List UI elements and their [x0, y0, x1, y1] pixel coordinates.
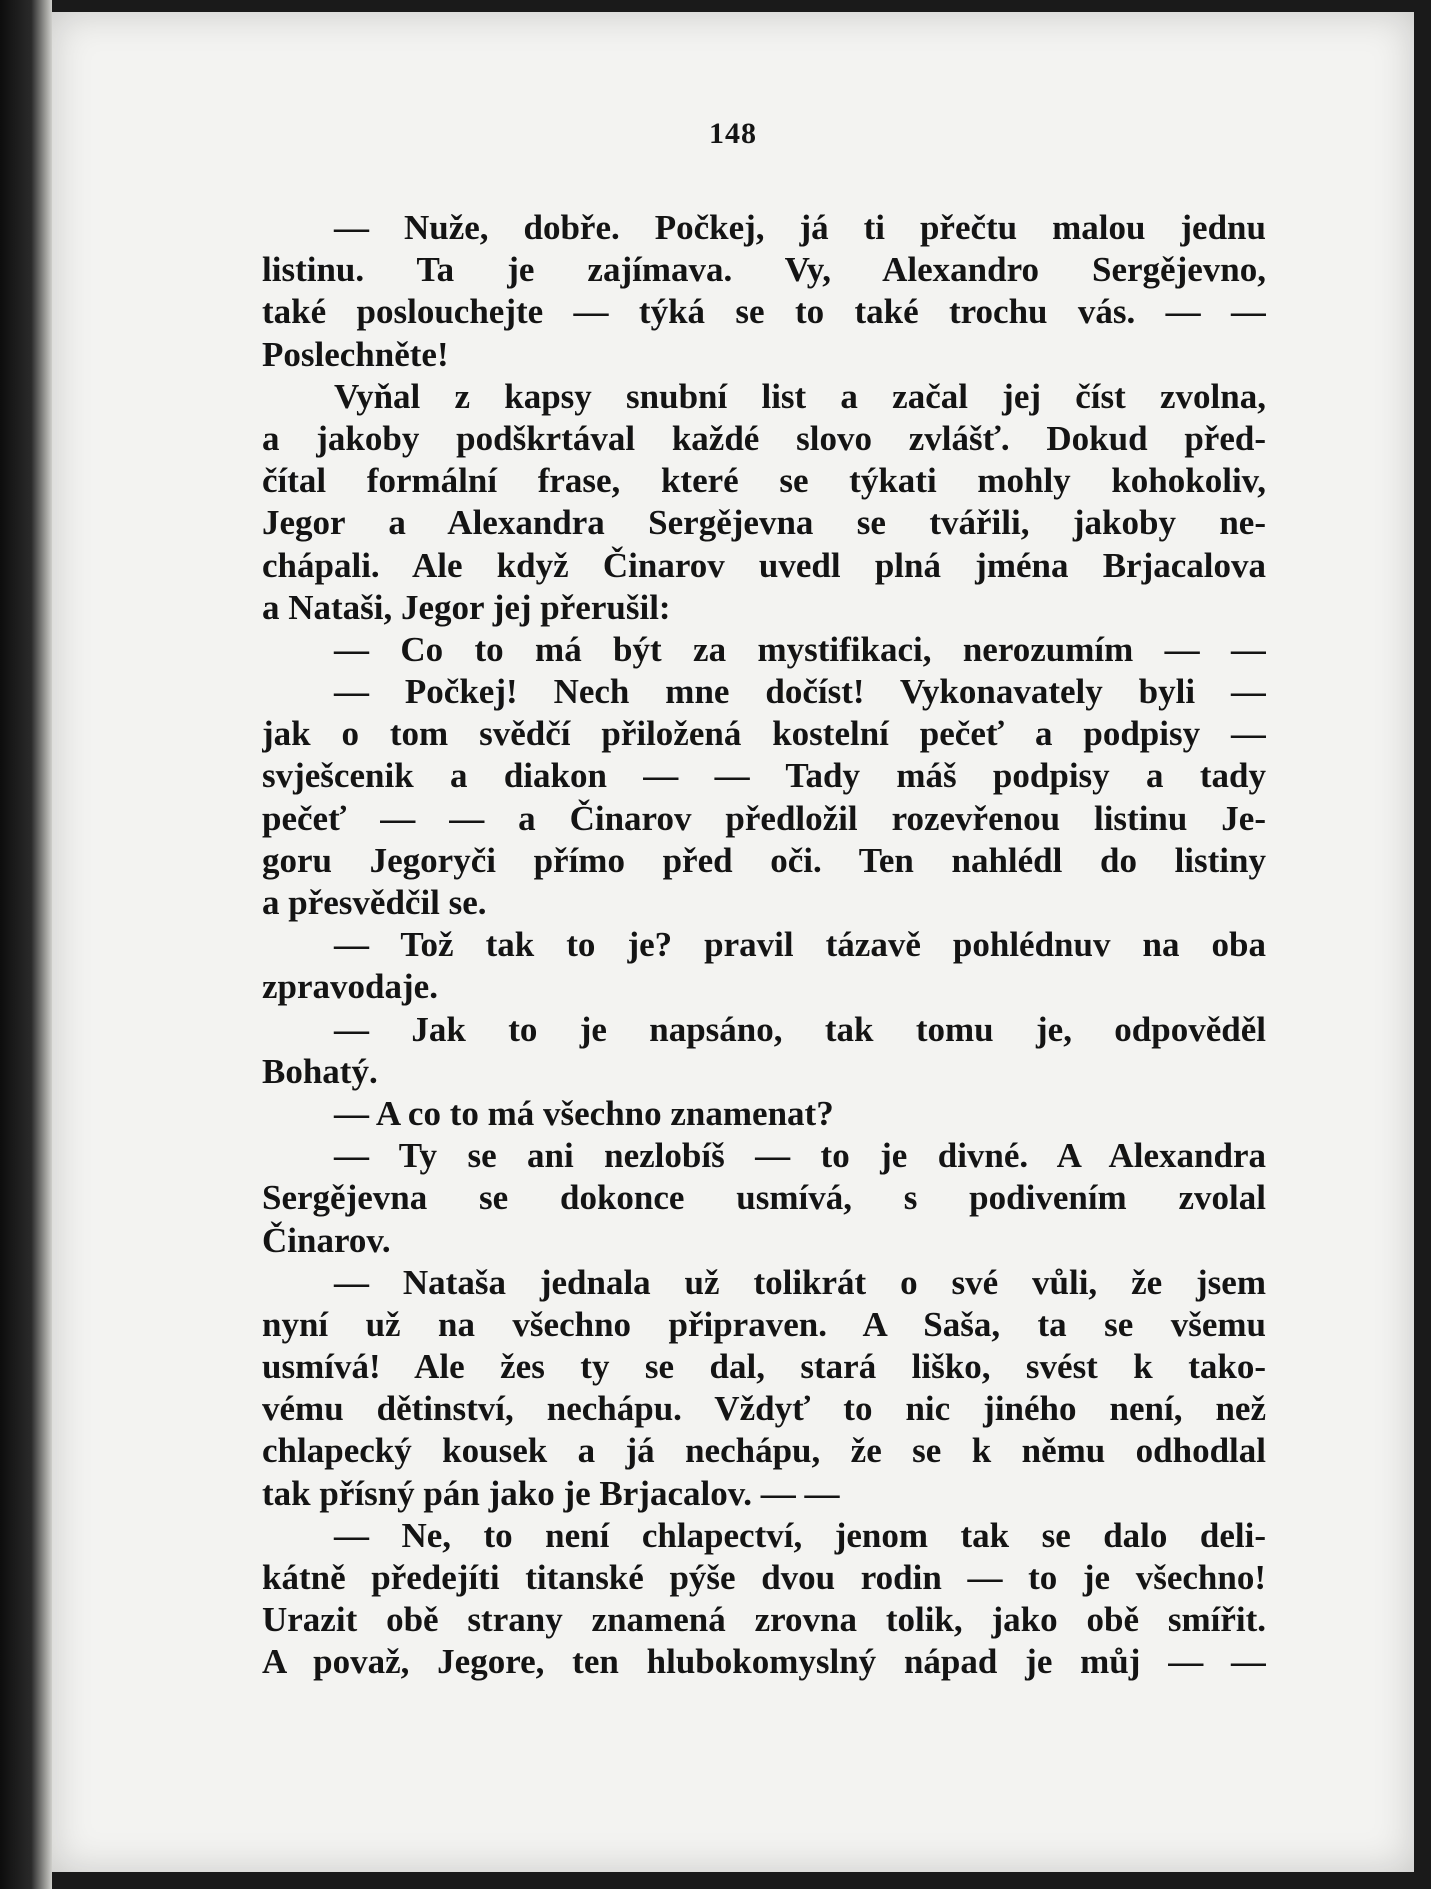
- text-line: — Jak to je napsáno, tak tomu je, odpověděl: [334, 1009, 1266, 1049]
- text-line: kátně předejíti titanské pýše dvou rodin — to je všechno!: [262, 1558, 1266, 1597]
- text-line: — Ty se ani nezlobíš — to je divné. A Alexandra: [334, 1136, 1266, 1176]
- text-line: také poslouchejte — týká se to také trochu vás. — —: [262, 292, 1266, 332]
- text-line: — Nataša jednala už tolikrát o své vůli, že jsem: [334, 1262, 1266, 1302]
- text-line: Poslechněte!: [262, 334, 449, 374]
- body-text: [262, 207, 1266, 1684]
- text-line: chápali. Ale když Činarov uvedl plná jména Brjacalova: [262, 545, 1266, 585]
- text-line: zpravodaje.: [262, 967, 438, 1007]
- text-line: a přesvědčil se.: [262, 883, 487, 922]
- text-line: — Počkej! Nech mne dočíst! Vykonavately byli —: [334, 672, 1266, 712]
- text-line: jak o tom svědčí přiložená kostelní pečeť a podpisy —: [262, 714, 1266, 754]
- text-line: nyní už na všechno připraven. A Saša, ta se všemu: [262, 1304, 1266, 1344]
- text-line: svješcenik a diakon — — Tady máš podpisy a tady: [262, 756, 1266, 796]
- text-line: — Co to má být za mystifikaci, nerozumím — —: [334, 629, 1266, 669]
- text-line: A považ, Jegore, ten hlubokomyslný nápad je můj — —: [262, 1642, 1266, 1682]
- text-line: Sergějevna se dokonce usmívá, s podivením zvolal: [262, 1178, 1266, 1218]
- text-line: Urazit obě strany znamená zrovna tolik, jako obě smířit.: [262, 1600, 1266, 1640]
- text-line: Bohatý.: [262, 1051, 378, 1091]
- text-line: a jakoby podškrtával každé slovo zvlášť. Dokud před-: [262, 418, 1266, 458]
- text-line: tak přísný pán jako je Brjacalov. — —: [262, 1473, 840, 1513]
- binding-edge: [0, 0, 52, 1889]
- text-line: — Tož tak to je? pravil tázavě pohlédnuv na oba: [334, 925, 1266, 965]
- text-line: listinu. Ta je zajímava. Vy, Alexandro Sergějevno,: [262, 250, 1266, 290]
- text-line: Činarov.: [262, 1220, 391, 1260]
- text-line: usmívá! Ale žes ty se dal, stará liško, svést k tako-: [262, 1347, 1266, 1387]
- book-page: [52, 12, 1414, 1872]
- text-line: chlapecký kousek a já nechápu, že se k němu odhodlal: [262, 1431, 1266, 1471]
- text-line: — A co to má všechno znamenat?: [334, 1093, 834, 1133]
- text-line: Vyňal z kapsy snubní list a začal jej číst zvolna,: [334, 376, 1266, 416]
- text-line: — Nuže, dobře. Počkej, já ti přečtu malou jednu: [334, 208, 1266, 247]
- text-line: čítal formální frase, které se týkati mohly kohokoliv,: [262, 461, 1266, 501]
- text-line: goru Jegoryči přímo před oči. Ten nahlédl do listiny: [262, 840, 1266, 880]
- page-number: 148: [709, 117, 757, 150]
- text-line: pečeť — — a Činarov předložil rozevřenou listinu Je-: [262, 798, 1266, 838]
- text-line: vému dětinství, nechápu. Vždyť to nic jiného není, než: [262, 1389, 1266, 1429]
- text-line: Jegor a Alexandra Sergějevna se tvářili, jakoby ne-: [262, 503, 1266, 543]
- text-line: a Nataši, Jegor jej přerušil:: [262, 587, 671, 627]
- text-line: — Ne, to není chlapectví, jenom tak se dalo deli-: [334, 1515, 1266, 1555]
